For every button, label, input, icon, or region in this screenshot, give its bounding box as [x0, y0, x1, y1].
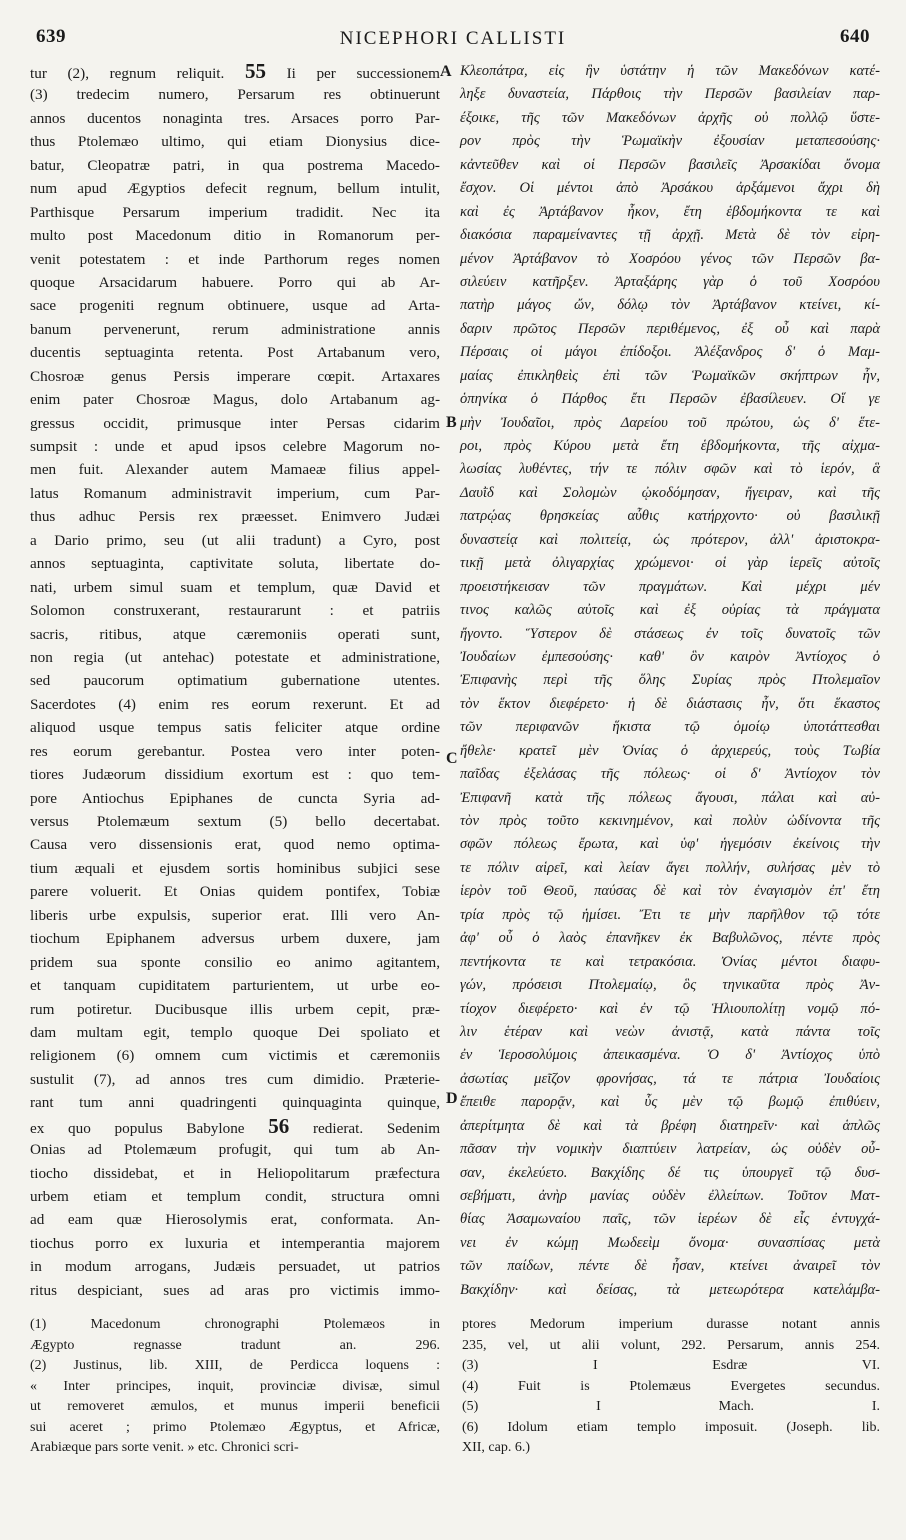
footnote-line: Arabiæque pars sorte venit. » etc. Chronici scri- [30, 1440, 299, 1455]
greek-line: σιλεύειν κατῆρξεν. Ἀρταξάρης γὰρ ὁ τοῦ Χοσρόου [460, 273, 880, 290]
latin-lines [30, 83, 440, 1114]
footnote-line: (3) I Esdræ VI. [462, 1358, 880, 1373]
greek-line: ἱερὸν τοῦ Θεοῦ, παύσας δὲ καὶ τὸν ἐναγισμὸν ἐπ' ἔτη [460, 883, 880, 900]
greek-line: ἀσωτίας μεῖζον φρονήσας, τά τε πάτρια Ἰουδαίοις [460, 1070, 880, 1087]
greek-line: ρον πρὸς τὴν Ῥωμαϊκὴν ἐξουσίαν μεταπεσούσης· [460, 133, 880, 150]
greek-line: τικῇ μετὰ ὀλιγαρχίας χρώμενοι· οἱ γὰρ ἱερεῖς αὐτοῖς [460, 555, 880, 572]
footnote-line: (5) I Mach. I. [462, 1399, 880, 1414]
greek-line: Ἐπιφανὴς περὶ τῆς ὅλης Συρίας πρὸς Πτολεμαῖον [460, 672, 880, 689]
latin-line: tiochum Epiphanem adversus urbem duxere, jam [30, 930, 440, 948]
latin-column [30, 59, 441, 1299]
latin-line [30, 60, 440, 83]
greek-line: τῶν παίδων, πέντε δὲ ἦσαν, κτείνει ἀναιρεῖ τὸν [460, 1258, 880, 1275]
latin-line: men fuit. Alexander autem Mamaeæ filius appel- [30, 461, 440, 479]
latin-text: redierat. Sedenim [312, 1119, 441, 1137]
margin-letter-c: C [446, 750, 458, 767]
running-head: NICEPHORI CALLISTI [339, 28, 567, 49]
footnotes-right [462, 1315, 880, 1459]
greek-line: τὸν πρὸς τοῦτο κεκινημένον, καὶ πολὺν ὠδίνοντα τῆς [460, 813, 880, 829]
section-number-55: 55 [244, 59, 266, 83]
greek-line: Βακχίδην· καὶ δείσας, τὰ μετεωρότερα κατελάμβα- [460, 1281, 880, 1298]
latin-line: pore Antiochus Epiphanes de cuncta Syria ad- [30, 789, 440, 807]
greek-line: ἔπειθε παρορᾷν, καὶ ὗς μὲν τῷ βωμῷ ἐπιθύειν, [460, 1094, 880, 1111]
latin-line: dam multam egit, templo quoque Dei spoliato et [30, 1023, 440, 1041]
latin-line: Solomon construxerant, restaurarunt : et patriis [30, 602, 440, 620]
latin-line: tiocho dissidebat, et in Heliopolitarum præfectura [30, 1164, 440, 1182]
latin-line: sace progeniti regnum obtinuere, usque ad Arta- [30, 297, 440, 315]
footnote-line: ut removeret æmulos, et munus imperii beneficii [30, 1399, 440, 1414]
footnotes-left [30, 1315, 440, 1459]
latin-line: ad eam quæ Hierosolymis erat, conformata. An- [30, 1211, 440, 1229]
latin-line: nati, urbem simul suam et templum, quæ David et [30, 578, 440, 596]
greek-line: θίας Ἀσαμωναίου παῖς, τῶν ἱερέων δὲ εἷς ἐντυγχά- [460, 1211, 880, 1228]
greek-line: ἤγοντο. Ὕστερον δὲ στάσεως ἐν τοῖς δυνατοῖς τῶν [460, 625, 880, 642]
latin-line: parere voluerit. Et Onias quidem pontifex, Tobiæ [30, 883, 440, 901]
footnote-line: Ægypto regnasse tradunt an. 296. [30, 1337, 440, 1353]
margin-letter-d: D [446, 1090, 458, 1107]
greek-line: ἔσχον. Οἱ μέντοι ἀπὸ Ἀρσάκου ἀρξάμενοι ἄχρι δὴ [460, 180, 880, 197]
latin-text: ex quo populus Babylone [30, 1119, 245, 1137]
latin-line: enim pater Chosroæ Magus, dolo Artabanum ag- [30, 391, 440, 409]
greek-line: μὴν Ἰουδαῖοι, πρὸς Δαρείου τοῦ πρώτου, ὡς δ' ἕτε- [460, 414, 880, 431]
greek-line: δυναστείᾳ καὶ πολιτείᾳ, ὡς πρότερον, ἀλλ' ἀριστοκρα- [460, 531, 880, 548]
footnote-line: sui aceret ; primo Ptolemæo Ægyptus, et Africæ, [30, 1419, 440, 1435]
greek-line: πᾶσαν τὴν νομικὴν διαπτύειν λατρείαν, ὡς οὐδὲν οὖ- [460, 1141, 880, 1158]
greek-line: μαίας ἐπικληθεὶς ἐπὶ τῶν Ῥωμαϊκῶν σκήπτρων ἦν, [460, 367, 880, 384]
latin-line: Parthisque Persarum imperium tradidit. Nec ita [30, 203, 440, 221]
latin-line: res eorum gerebantur. Postea vero inter poten- [30, 742, 440, 760]
greek-line: Πέρσαις οἱ μάγοι ἐπίδοξοι. Ἀλέξανδρος δ' ὁ Μαμ- [460, 344, 880, 361]
greek-column [460, 60, 880, 1298]
greek-line: παῖδας ἐξελάσας τῆς πόλεως· οἱ δ' Ἀντίοχον τὸν [460, 766, 880, 783]
footnote-line: « Inter principes, inquit, provinciæ divisæ, simul [30, 1378, 440, 1394]
latin-line: Sacerdotes (4) enim res eorum rexerunt. Et ad [30, 695, 440, 713]
footnote-line: XII, cap. 6.) [462, 1440, 531, 1455]
latin-line: tium æquali et ejusdem sortis hominibus subjici sese [30, 859, 440, 877]
latin-text: Ii per successionem [286, 65, 440, 82]
latin-line [30, 1115, 440, 1138]
footnote-line: 235, vel, ut alii volunt, 292. Persarum, annis 254. [462, 1337, 880, 1353]
latin-line: (3) tredecim numero, Persarum res obtinuerunt [30, 86, 440, 104]
section-number-56: 56 [268, 1113, 290, 1138]
latin-line: a Dario primo, seu (ut alii tradunt) a Cyro, post [30, 531, 440, 549]
latin-line: non regia (ut antehac) potestate et administratione, [30, 648, 440, 666]
latin-line: tiores Judæorum dissidium exortum est : quo tem- [30, 766, 440, 784]
latin-line: banum pervenerunt, rerum administratione annis [30, 320, 440, 338]
greek-line: τινος καλῶς αὐτοῖς καὶ ἐξ οὐρίας τὰ πράγματα [460, 602, 880, 619]
greek-line: νει ἐν κώμῃ Μωδεεὶμ ὄνομα· συνασπίσας μετὰ [460, 1234, 880, 1251]
latin-line: in modum arrogans, Judæis persuadet, ut patrios [30, 1258, 440, 1276]
latin-line: num apud Ægyptios defecit regnum, bellum intulit, [30, 180, 440, 198]
latin-line: sed paucorum optimatium gubernatione utentes. [30, 672, 440, 690]
greek-line: κἀντεῦθεν καὶ οἱ Περσῶν βασιλεῖς Ἀρσακίδαι ὄνομα [460, 156, 880, 173]
footnote-line: (1) Macedonum chronographi Ptolemæos in [30, 1317, 440, 1332]
latin-line: annos septuaginta, captivitate soluta, libertate do- [30, 555, 440, 573]
footnote-line: ptores Medorum imperium durasse notant annis [462, 1317, 880, 1332]
greek-line: προειστήκεισαν τῶν πραγμάτων. Καὶ μέχρι μέν [460, 578, 880, 595]
greek-line: ἐν Ἱεροσολύμοις ἀπεικασμένα. Ὁ δ' Ἀντίοχος ὑπὸ [460, 1047, 880, 1064]
latin-line: versus Ptolemæum sextum (5) bello decertabat. [30, 813, 440, 830]
greek-line: λιν ἑτέραν καὶ νεὼν ἀνιστᾷ, κατὰ πάντα τοῖς [460, 1023, 880, 1040]
latin-line: religionem (6) omnem cum victimis et cæremoniis [30, 1047, 440, 1065]
greek-line: πατὴρ μάγος ὤν, δόλῳ τὸν Ἀρτάβανον κτείνει, κί- [460, 297, 880, 314]
latin-line: et tanquam cupiditatem parturientem, ut urbe eo- [30, 977, 440, 995]
greek-line: ροι, πρὸς Κύρου μετὰ ἔτη ἑβδομήκοντα, τῆς αἰχμα- [460, 438, 880, 454]
latin-line: pridem sua sponte consilio eo animo agitantem, [30, 953, 440, 971]
greek-line: πατρῴας θρησκείας αὖθις κατήρχοντο· οὐ βασιλικῇ [460, 508, 880, 525]
greek-line: τε πόλιν αἱρεῖ, καὶ λείαν ἄγει πολλήν, συλήσας μὲν τὸ [460, 859, 880, 876]
greek-line: Ἰουδαίων ἐμπεσούσης· καθ' ὃν καιρὸν Ἀντίοχος ὁ [460, 648, 880, 665]
footnote-line: (2) Justinus, lib. XIII, de Perdicca loquens : [30, 1358, 440, 1373]
latin-line: quoque Arsacidarum habuere. Porro qui ab Ar- [30, 273, 440, 291]
greek-line: σφῶν πόλεως ἔρωτα, καὶ ὑφ' ἡγεμόσιν ἐκείνοις τὴν [460, 836, 880, 853]
latin-line: rant tum anni quadringenti quinquaginta quinque, [30, 1094, 440, 1112]
page-header [36, 26, 870, 56]
page-number-left: 639 [36, 26, 66, 47]
latin-line: ritus despiciant, sues ad aras pro victimis immo- [30, 1281, 440, 1299]
greek-line: ὁπηνίκα ὁ Πάρθος ἔτι Περσῶν ἐβασίλευεν. Οἵ γε [460, 391, 880, 408]
latin-line: multo post Macedonum ditio in Romanorum per- [30, 227, 440, 245]
latin-line: Onias ad Ptolemæum profugit, qui tum ab An- [30, 1141, 440, 1159]
greek-line: τίοχον διεφέρετο· καὶ ἐν τῷ Ἡλιουπολίτῃ νομῷ πό- [460, 1000, 880, 1017]
latin-line: Causa vero dissensionis erat, quod nemo optima- [30, 836, 440, 854]
greek-line: τὸν ἕκτον διεφέρετο· ἡ δὲ διάστασις ἦν, ὅτι ἕκαστος [460, 695, 880, 712]
latin-line: annos ducentos nonaginta tres. Arsaces porro Par- [30, 109, 440, 127]
greek-line: τῶν περιφανῶν ἥκιστα τῷ ὁμοίῳ ὑποτάττεσθαι [460, 719, 880, 736]
greek-line: ἀφ' οὗ ὁ λαὸς ἐπανῆκεν ἐκ Βαβυλῶνος, πέντε πρὸς [460, 930, 880, 947]
greek-line: σαν, ἐκελεύετο. Βακχίδης δέ τις ὑπουργεῖ τῷ δυσ- [460, 1164, 880, 1181]
footnote-line: (4) Fuit is Ptolemæus Evergetes secundus. [462, 1378, 880, 1394]
latin-line: tiochus porro ex luxuria et intemperantia majorem [30, 1234, 440, 1252]
greek-line: ἤθελε· κρατεῖ μὲν Ὀνίας ὁ ἀρχιερεύς, τοὺς Τωβία [460, 742, 880, 759]
greek-line: πεντήκοντα τε καὶ τετρακόσια. Ὀνίας μέντοι διαφυ- [460, 953, 880, 970]
latin-line: aliquod usque tempus satis feliciter atque ordine [30, 719, 440, 737]
latin-line: batur, Cleopatræ patri, in qua postrema Macedo- [30, 156, 440, 174]
greek-line: τρία πρὸς τῷ ἡμίσει. Ἔτι τε μὴν παρῆλθον τῷ τότε [460, 906, 880, 923]
latin-line: liberis urbe expulsis, superior erat. Illi vero An- [30, 906, 440, 924]
greek-line: Κλεοπάτρα, εἰς ἣν ὑστάτην ἡ τῶν Μακεδόνων κατέ- [460, 63, 880, 79]
latin-line: latus Romanum administravit imperium, cum Par- [30, 484, 440, 502]
latin-line: sumpsit : unde et apud ipsos celebre Magorum no- [30, 438, 440, 455]
latin-line: urbem etiam et templum condit, structura omni [30, 1188, 440, 1205]
greek-line: ἀπερίτμητα δὲ καὶ τὰ βρέφη διατηρεῖν· καὶ ἁπλῶς [460, 1117, 880, 1134]
greek-line: δαριν πρῶτος Περσῶν περιθέμενος, ἐξ οὗ καὶ παρὰ [460, 320, 880, 337]
latin-tail-lines [30, 1138, 440, 1302]
latin-line: sustulit (7), ad annos tres cum dimidio. Præterie- [30, 1070, 440, 1088]
latin-line: sacris, ritibus, atque cæremoniis operati sunt, [30, 625, 440, 643]
greek-line: έξοικε, τῆς τῶν Μακεδόνων ἀρχῆς οὐ πολλῷ ὕστε- [460, 109, 880, 126]
greek-line: καὶ ἐς Ἀρτάβανον ἧκον, ἔτη ἑβδομήκοντα τε καὶ [460, 203, 880, 220]
greek-line: σεβήματι, ἀνὴρ μανίας οὐδὲν ἐλλείπων. Τοῦτον Ματ- [460, 1188, 880, 1204]
margin-letter-a: A [440, 63, 452, 80]
footnote-line: (6) Idolum etiam templo imposuit. (Joseph. lib. [462, 1419, 880, 1435]
greek-line: Ἐπιφανῆ κατὰ τῆς πόλεως ἄγουσι, πάλαι καὶ αὐ- [460, 789, 880, 806]
greek-line: ληξε δυναστεία, Πάρθοις τὴν Περσῶν βασιλείαν παρ- [460, 86, 880, 103]
margin-letter-b: B [446, 414, 457, 431]
greek-line: μένον Ἀρτάβανον τὸ Χοσρόου γένος τῶν Περσῶν βα- [460, 250, 880, 267]
greek-line: γών, πρόσεισι Πτολεμαίῳ, ὃς τηνικαῦτα πρὸς Ἀν- [460, 977, 880, 994]
latin-line: thus adhuc Persis rex præesset. Enimvero Judæi [30, 508, 440, 526]
greek-line: λωσίας λυθέντες, τήν τε πόλιν σφῶν καὶ τὸ ἱερόν, ἃ [460, 461, 880, 478]
greek-line: Δαυῒδ καὶ Σολομὼν ᾠκοδόμησαν, ἤγειραν, καὶ τῆς [460, 484, 880, 501]
latin-line: rum potiretur. Ducibusque illis urbem cepit, præ- [30, 1000, 440, 1018]
page-number-right: 640 [840, 26, 870, 47]
latin-line: venit potestatem : et inde Parthorum reges nomen [30, 250, 440, 268]
latin-line: thus Ptolemæo ultimo, qui etiam Dionysius dice- [30, 133, 440, 151]
latin-text: tur (2), regnum reliquit. [30, 65, 225, 82]
greek-line: διακόσια παραμείναντες τῇ ἀρχῇ. Μετὰ δὲ τὸν εἰρη- [460, 227, 880, 244]
latin-line: Chosroæ genus Persis imperare cœpit. Artaxares [30, 367, 440, 385]
latin-line: ducentis septuaginta retenta. Post Artabanum vero, [30, 344, 440, 362]
latin-line: gressus occidit, primusque inter Persas cidarim [30, 414, 440, 432]
